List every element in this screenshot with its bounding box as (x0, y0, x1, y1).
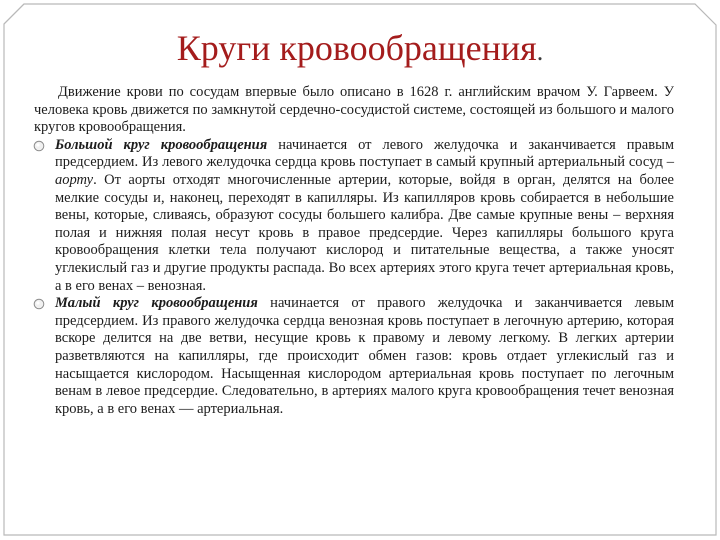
intro-paragraph: Движение крови по сосудам впервые было описано в 1628 г. английским врачом У. Гарвеем. У человека кровь движется по замкнутой сердечно-сосудистой системе, состоящей из большого и малого кругов кровообращения. (34, 84, 674, 136)
bullet-systemic-circulation (34, 137, 674, 295)
systemic-text-after: . От аорты отходят многочисленные артерии, которые, войдя в орган, делятся на более мелкие сосуды и, наконец, переходят в капилляры. Из капилляров кровь собирается в небольшие вены, которые, сливаясь, образуют сосуды большего калибра. Две самые крупные вены – верхняя полая и нижняя полая несут кровь в правое предсердие. Через капилляры большого круга кровообращения клетки тела получают кислород и питательные вещества, а также уносят углекислый газ и другие продукты распада. Во всех артериях этого круга течет артериальная кровь, а в его венах – венозная. (55, 171, 674, 294)
circle-bullet-icon (33, 140, 45, 152)
circle-bullet-icon (33, 298, 45, 310)
bullet-list (34, 137, 674, 419)
slide-body (34, 84, 674, 418)
title-text: Круги кровообращения (176, 28, 537, 68)
page-title (0, 26, 720, 74)
term-aorta: аорту (55, 171, 94, 188)
title-period: . (536, 37, 544, 66)
term-systemic-circulation: Большой круг кровообращения (55, 136, 268, 153)
bullet-pulmonary-circulation (34, 295, 674, 418)
pulmonary-text: начинается от правого желудочка и заканчивается левым предсердием. Из правого желудочка сердца венозная кровь поступает в легочную артерию, которая вскоре делится на две ветви, несущие кровь к правому и левому легкому. В легких артерии разветвляются на капилляры, где происходит обмен газов: кровь отдает углекислый газ и насыщается кислородом. Насыщенная кислородом артериальная кровь поступает по легочным венам в левое предсердие. Следовательно, в артериях малого круга кровообращения течет венозная кровь, а в его венах — артериальная. (55, 295, 675, 417)
systemic-text-before: начинается от левого желудочка и заканчивается правым предсердием. Из левого желудочка сердца кровь поступает в самый крупный артериальный сосуд – (55, 136, 674, 171)
term-pulmonary-circulation: Малый круг кровообращения (55, 295, 258, 312)
